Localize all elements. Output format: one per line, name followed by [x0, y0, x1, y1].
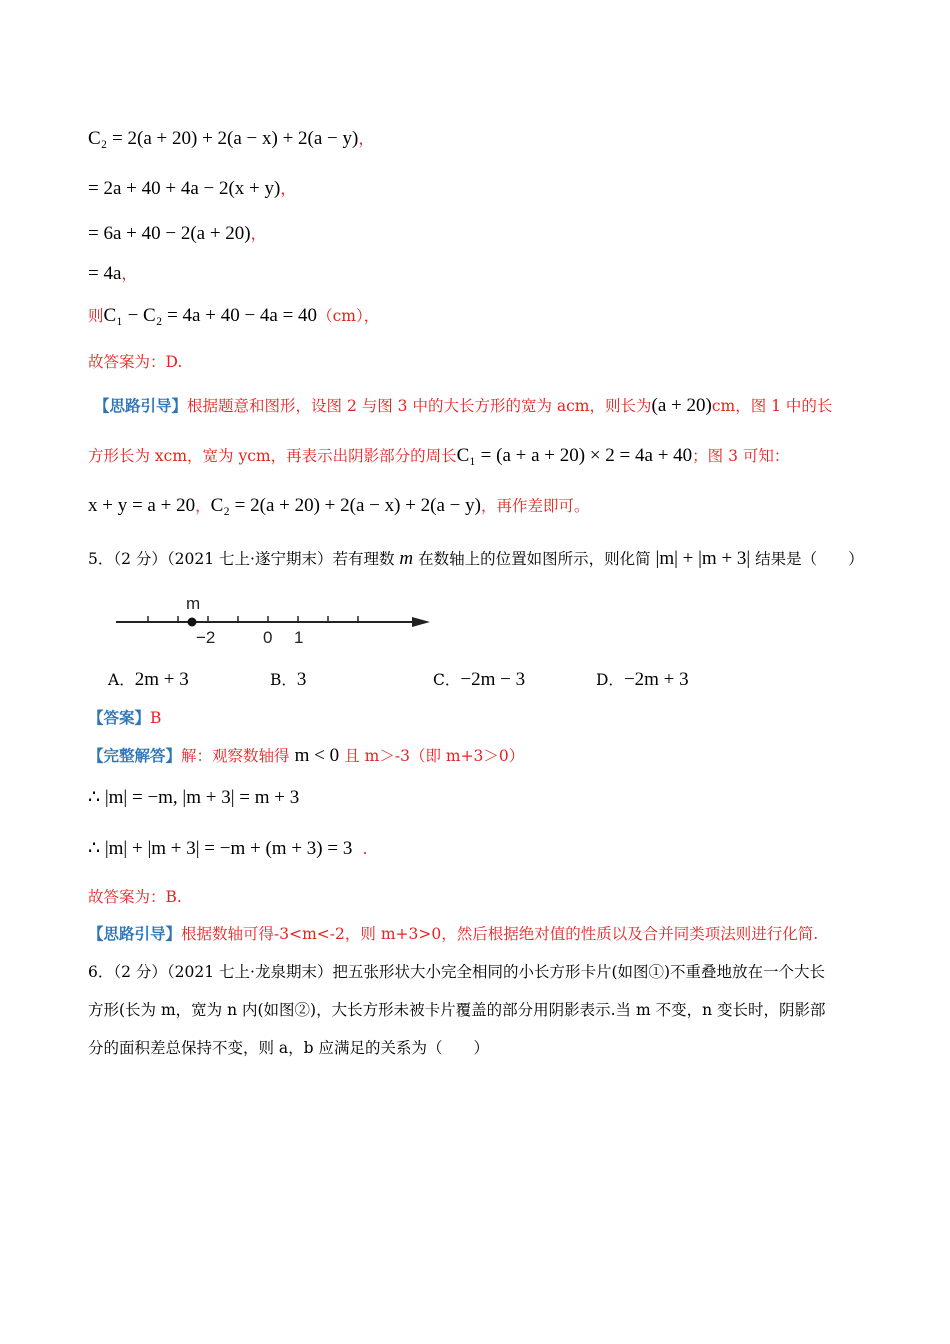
- solution-step-1: [88, 786, 299, 809]
- math-expression: |m| + |m + 3|: [655, 548, 751, 569]
- option-d: D．−2m + 3: [596, 669, 689, 690]
- hint-tag: 【思路引导】: [88, 924, 182, 943]
- point-m: [188, 618, 197, 627]
- math-expression: C₁ − C₂ = 4a + 40 − 4a = 40: [103, 305, 318, 326]
- tick-label-1: 1: [294, 628, 304, 647]
- option-a: A．2m + 3: [108, 669, 189, 690]
- question-6-line-3: 分的面积差总保持不变，则 a，b 应满足的关系为（ ）: [88, 1039, 490, 1057]
- math-expression: = 2a + 40 + 4a − 2(x + y): [88, 178, 281, 199]
- hint-line-q5: 【思路引导】根据数轴可得-3<m<-2，则 m+3>0，然后根据绝对值的性质以及合并同类项法则进行化简.: [88, 924, 819, 943]
- solution-step-2: ∴ |m| + |m + 3| = −m + (m + 3) = 3 .: [88, 838, 368, 859]
- answer-tag: 【答案】: [88, 708, 151, 727]
- calc-line-4: = 4a，: [88, 263, 138, 284]
- calc-line-3: = 6a + 40 − 2(a + 20)，: [88, 223, 267, 244]
- option-c: C．−2m − 3: [433, 669, 526, 690]
- solution-line: 【完整解答】解：观察数轴得 m < 0 且 m＞-3（即 m+3＞0）: [88, 745, 525, 766]
- math-expression: = 4a: [88, 263, 122, 284]
- calc-line-1: C₂ = 2(a + 20) + 2(a − x) + 2(a − y)，: [88, 128, 375, 149]
- calc-line-2: = 2a + 40 + 4a − 2(x + y)，: [88, 178, 297, 199]
- question-6-line-1: 6．（2 分）（2021 七上·龙泉期末）把五张形状大小完全相同的小长方形卡片(如图①)不重叠地放在一个大长: [88, 963, 826, 981]
- math-expression: C₁ = (a + a + 20) × 2 = 4a + 40: [456, 445, 693, 466]
- tick-label-neg2: −2: [196, 628, 216, 647]
- math-expression: = 6a + 40 − 2(a + 20): [88, 223, 251, 244]
- hint-tag: 【思路引导】: [94, 396, 188, 415]
- solution-tag: 【完整解答】: [88, 746, 182, 765]
- axis-arrow-icon: [412, 617, 430, 627]
- answer-line-q4: 故答案为：D.: [88, 353, 183, 371]
- question-5-stem: 5．（2 分）（2021 七上·遂宁期末）若有理数 m 在数轴上的位置如图所示，则化简 |m| + |m + 3| 结果是（ ）: [88, 548, 864, 569]
- math-expression: x + y = a + 20: [88, 495, 196, 516]
- math-expression: m < 0: [294, 745, 340, 766]
- hint-line-3: x + y = a + 20，C₂ = 2(a + 20) + 2(a − x) + 2(a − y)，再作差即可。: [88, 495, 590, 516]
- math-expression: C₂ = 2(a + 20) + 2(a − x) + 2(a − y): [88, 128, 359, 149]
- answer-value: B: [150, 709, 162, 727]
- hint-line-1: 【思路引导】根据题意和图形，设图 2 与图 3 中的大长方形的宽为 acm，则长为(a + 20)cm，图 1 中的长: [94, 395, 833, 416]
- answer-block: [88, 706, 161, 728]
- math-expression: (a + 20): [651, 395, 712, 416]
- math-expression: ∴ |m| = −m, |m + 3| = m + 3: [88, 787, 300, 808]
- number-line-figure: [112, 592, 442, 652]
- answer-line-q5: 故答案为：B.: [88, 888, 182, 906]
- calc-line-5: 则C₁ − C₂ = 4a + 40 − 4a = 40（cm），: [88, 305, 380, 326]
- math-expression: C₂ = 2(a + 20) + 2(a − x) + 2(a − y): [210, 495, 481, 516]
- tick-label-0: 0: [263, 628, 273, 647]
- question-6-line-2: 方形(长为 m，宽为 n 内(如图②)，大长方形未被卡片覆盖的部分用阴影表示.当 m 不变，n 变长时，阴影部: [88, 1001, 826, 1019]
- option-b: B．3: [270, 669, 307, 690]
- math-expression: ∴ |m| + |m + 3| = −m + (m + 3) = 3: [88, 838, 353, 859]
- hint-line-2: 方形长为 xcm，宽为 ycm，再表示出阴影部分的周长C₁ = (a + a + 20) × 2 = 4a + 40；图 3 可知：: [88, 445, 790, 466]
- point-m-label: m: [186, 594, 201, 613]
